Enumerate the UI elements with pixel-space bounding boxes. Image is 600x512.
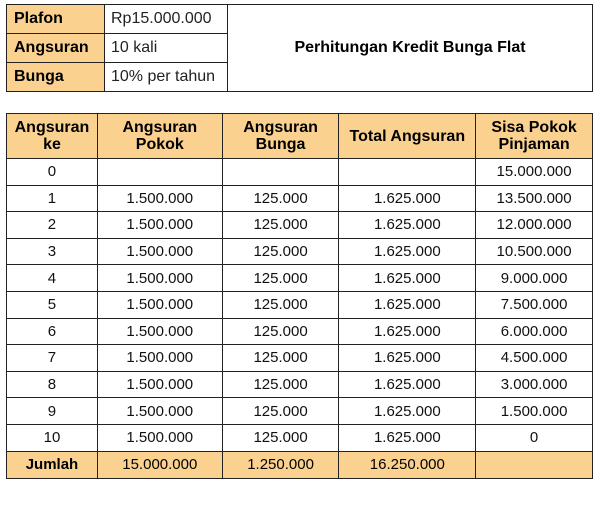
info-value-angsuran: 10 kali xyxy=(105,34,228,63)
table-row xyxy=(7,212,593,239)
cell-remaining-principal: 6.000.000 xyxy=(476,318,593,345)
total-interest-installment: 1.250.000 xyxy=(222,451,339,478)
cell-installment-number: 8 xyxy=(7,371,98,398)
cell-total-installment: 1.625.000 xyxy=(339,424,476,451)
cell-principal-installment: 1.500.000 xyxy=(97,398,222,425)
total-total-installment: 16.250.000 xyxy=(339,451,476,478)
cell-interest-installment: 125.000 xyxy=(222,318,339,345)
table-row xyxy=(7,291,593,318)
header-line: Angsuran xyxy=(14,119,90,136)
table-row xyxy=(7,265,593,292)
header-line: Pinjaman xyxy=(498,136,570,153)
cell-interest-installment xyxy=(222,159,339,186)
header-line: ke xyxy=(43,136,61,153)
cell-principal-installment: 1.500.000 xyxy=(97,345,222,372)
cell-installment-number: 6 xyxy=(7,318,98,345)
cell-installment-number: 0 xyxy=(7,159,98,186)
table-row xyxy=(7,424,593,451)
cell-total-installment: 1.625.000 xyxy=(339,371,476,398)
cell-interest-installment: 125.000 xyxy=(222,185,339,212)
loan-info-table xyxy=(6,4,593,92)
cell-remaining-principal: 12.000.000 xyxy=(476,212,593,239)
cell-total-installment: 1.625.000 xyxy=(339,265,476,292)
cell-remaining-principal: 4.500.000 xyxy=(476,345,593,372)
cell-installment-number: 2 xyxy=(7,212,98,239)
cell-principal-installment: 1.500.000 xyxy=(97,291,222,318)
cell-interest-installment: 125.000 xyxy=(222,398,339,425)
cell-principal-installment: 1.500.000 xyxy=(97,371,222,398)
cell-interest-installment: 125.000 xyxy=(222,345,339,372)
calculation-title: Perhitungan Kredit Bunga Flat xyxy=(228,5,593,92)
cell-interest-installment: 125.000 xyxy=(222,424,339,451)
info-label-bunga: Bunga xyxy=(7,63,105,92)
header-line: Sisa Pokok xyxy=(491,119,577,136)
info-label-angsuran: Angsuran xyxy=(7,34,105,63)
cell-total-installment: 1.625.000 xyxy=(339,291,476,318)
cell-interest-installment: 125.000 xyxy=(222,265,339,292)
header-line: Angsuran xyxy=(243,119,318,136)
total-principal-installment: 15.000.000 xyxy=(97,451,222,478)
cell-principal-installment xyxy=(97,159,222,186)
header-principal-installment xyxy=(97,114,222,159)
header-total-installment xyxy=(339,114,476,159)
cell-installment-number: 1 xyxy=(7,185,98,212)
cell-installment-number: 10 xyxy=(7,424,98,451)
cell-installment-number: 4 xyxy=(7,265,98,292)
cell-principal-installment: 1.500.000 xyxy=(97,318,222,345)
cell-remaining-principal: 3.000.000 xyxy=(476,371,593,398)
installment-table xyxy=(6,113,593,479)
table-row xyxy=(7,159,593,186)
info-row-plafon xyxy=(7,5,593,34)
cell-principal-installment: 1.500.000 xyxy=(97,265,222,292)
table-row xyxy=(7,345,593,372)
cell-total-installment: 1.625.000 xyxy=(339,345,476,372)
cell-installment-number: 9 xyxy=(7,398,98,425)
cell-total-installment: 1.625.000 xyxy=(339,318,476,345)
cell-interest-installment: 125.000 xyxy=(222,212,339,239)
cell-remaining-principal: 10.500.000 xyxy=(476,238,593,265)
installment-table-body xyxy=(7,159,593,452)
cell-principal-installment: 1.500.000 xyxy=(97,238,222,265)
total-remaining-principal xyxy=(476,451,593,478)
header-line: Bunga xyxy=(255,136,306,153)
installment-table-header xyxy=(7,114,593,159)
header-installment-number xyxy=(7,114,98,159)
cell-remaining-principal: 9.000.000 xyxy=(476,265,593,292)
cell-total-installment: 1.625.000 xyxy=(339,238,476,265)
cell-interest-installment: 125.000 xyxy=(222,238,339,265)
cell-principal-installment: 1.500.000 xyxy=(97,424,222,451)
table-row xyxy=(7,371,593,398)
info-value-bunga: 10% per tahun xyxy=(105,63,228,92)
cell-remaining-principal: 13.500.000 xyxy=(476,185,593,212)
info-value-plafon: Rp15.000.000 xyxy=(105,5,228,34)
info-label-plafon: Plafon xyxy=(7,5,105,34)
cell-interest-installment: 125.000 xyxy=(222,291,339,318)
cell-remaining-principal: 15.000.000 xyxy=(476,159,593,186)
header-line: Angsuran xyxy=(122,119,198,136)
cell-remaining-principal: 7.500.000 xyxy=(476,291,593,318)
total-label: Jumlah xyxy=(7,451,98,478)
cell-interest-installment: 125.000 xyxy=(222,371,339,398)
cell-total-installment xyxy=(339,159,476,186)
cell-principal-installment: 1.500.000 xyxy=(97,185,222,212)
cell-installment-number: 7 xyxy=(7,345,98,372)
table-row xyxy=(7,318,593,345)
table-row xyxy=(7,185,593,212)
cell-remaining-principal: 1.500.000 xyxy=(476,398,593,425)
table-row xyxy=(7,398,593,425)
header-line: Pokok xyxy=(135,136,184,153)
cell-total-installment: 1.625.000 xyxy=(339,185,476,212)
table-row xyxy=(7,238,593,265)
cell-installment-number: 5 xyxy=(7,291,98,318)
header-remaining-principal xyxy=(476,114,593,159)
cell-principal-installment: 1.500.000 xyxy=(97,212,222,239)
cell-remaining-principal: 0 xyxy=(476,424,593,451)
installment-table-footer xyxy=(7,451,593,478)
header-interest-installment xyxy=(222,114,339,159)
cell-total-installment: 1.625.000 xyxy=(339,212,476,239)
cell-total-installment: 1.625.000 xyxy=(339,398,476,425)
header-line: Total Angsuran xyxy=(349,127,466,145)
cell-installment-number: 3 xyxy=(7,238,98,265)
